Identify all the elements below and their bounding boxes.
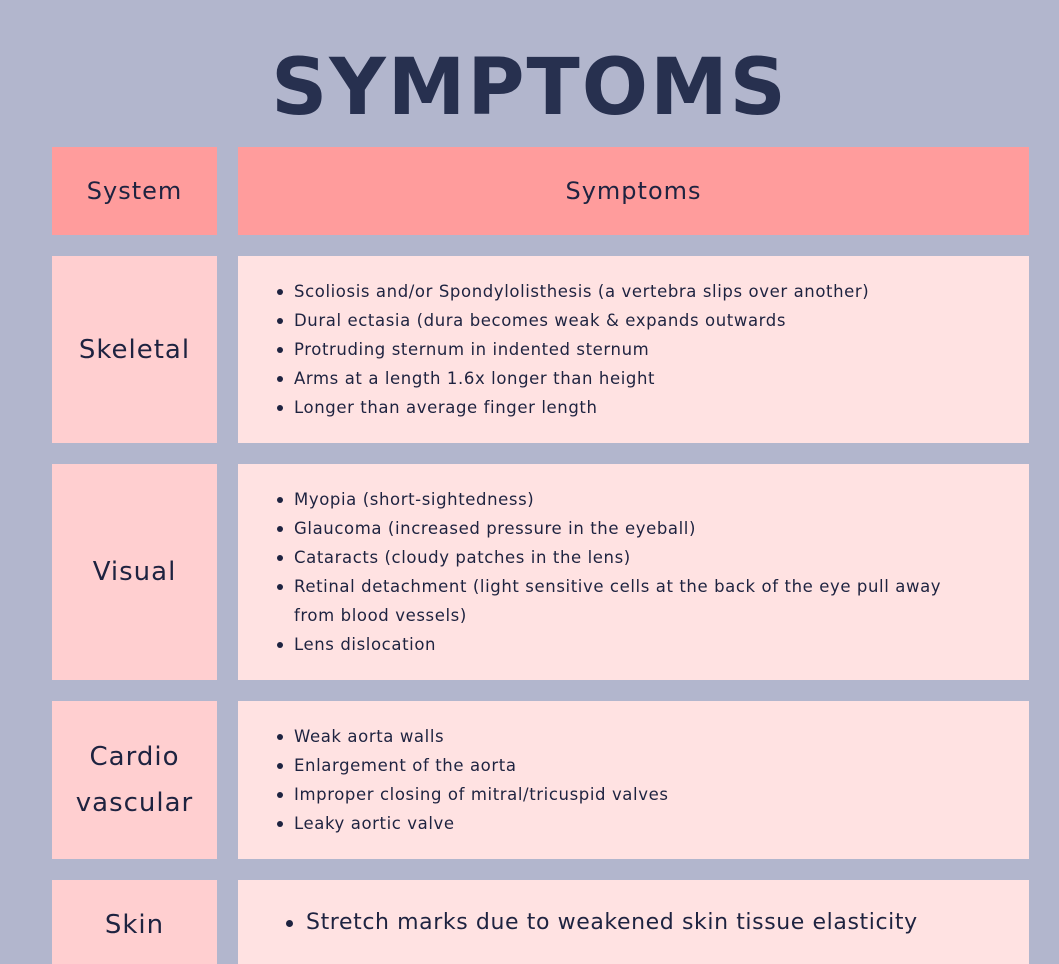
- symptoms-cell-skin: [238, 880, 1029, 964]
- symptom-item: Scoliosis and/or Spondylolisthesis (a vertebra slips over another): [294, 277, 869, 306]
- system-cell-visual: [52, 464, 217, 680]
- page-title: SYMPTOMS: [271, 43, 788, 133]
- header-symptoms-label: Symptoms: [565, 177, 702, 205]
- symptom-item: Cataracts (cloudy patches in the lens): [294, 543, 984, 572]
- symptom-item: Arms at a length 1.6x longer than height: [294, 364, 869, 393]
- header-system-label: System: [86, 177, 183, 205]
- system-cell-skeletal: [52, 256, 217, 443]
- symptom-item: Improper closing of mitral/tricuspid valves: [294, 780, 669, 809]
- symptom-list: [238, 485, 984, 659]
- symptom-item: Dural ectasia (dura becomes weak & expands outwards: [294, 306, 869, 335]
- symptoms-cell-visual: [238, 464, 1029, 680]
- symptom-list: [238, 722, 669, 838]
- header-system-cell: [52, 147, 217, 235]
- symptom-item: Lens dislocation: [294, 630, 984, 659]
- symptom-item: Glaucoma (increased pressure in the eyeball): [294, 514, 984, 543]
- system-label: Skin: [104, 910, 165, 940]
- symptom-item: Weak aorta walls: [294, 722, 669, 751]
- symptom-list: [238, 277, 869, 422]
- header-symptoms-cell: [238, 147, 1029, 235]
- symptom-item: Enlargement of the aorta: [294, 751, 669, 780]
- symptoms-cell-skeletal: [238, 256, 1029, 443]
- symptom-item: Retinal detachment (light sensitive cells at the back of the eye pull away from blood vessels): [294, 572, 984, 630]
- symptom-item: Leaky aortic valve: [294, 809, 669, 838]
- system-cell-cardiovascular: [52, 701, 217, 859]
- symptom-item: Protruding sternum in indented sternum: [294, 335, 869, 364]
- system-label: Skeletal: [78, 334, 191, 365]
- symptom-list: [238, 908, 918, 938]
- system-label: Visual: [92, 557, 177, 587]
- system-label: Cardio vascular: [75, 742, 194, 818]
- symptom-item: Longer than average finger length: [294, 393, 869, 422]
- symptoms-cell-cardiovascular: [238, 701, 1029, 859]
- system-cell-skin: [52, 880, 217, 964]
- symptom-item: Stretch marks due to weakened skin tissue elasticity: [306, 908, 918, 938]
- symptom-item: Myopia (short-sightedness): [294, 485, 984, 514]
